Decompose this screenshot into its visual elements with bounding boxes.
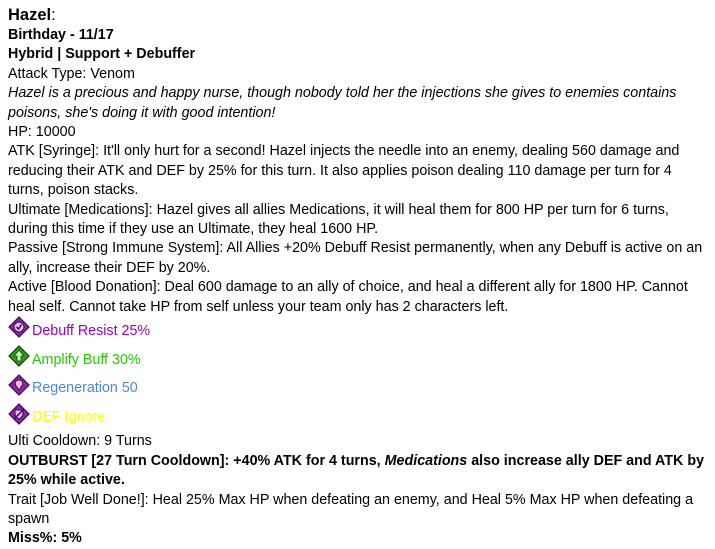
description: Hazel is a precious and happy nurse, though nobody told her the injections she gives to enemies contains poisons, she's doing it with good intention! (8, 85, 677, 121)
birthday: Birthday - 11/17 (8, 27, 114, 43)
debuff-resist-icon (8, 316, 30, 338)
buff-row (8, 403, 707, 432)
buff-label: Debuff Resist 25% (32, 322, 151, 339)
buff-label: DEF Ignore (32, 409, 106, 426)
hp-stat: HP: 10000 (8, 124, 76, 141)
outburst-medications: Medications (384, 452, 468, 469)
passive-ability: Passive [Strong Immune System]: All Allies +20% Debuff Resist permanently, when any Debuff is active on an ally, increase their DEF by 20%. (8, 240, 703, 276)
miss-stat: Miss%: 5% (8, 530, 82, 547)
role: Hybrid | Support + Debuffer (8, 46, 196, 63)
buff-row (8, 346, 707, 375)
buff-row (8, 317, 707, 346)
outburst-text-1: OUTBURST [27 Turn Cooldown]: +40% ATK for 4 turns, (8, 452, 385, 469)
character-name: Hazel (8, 6, 52, 24)
outburst-text-2: also increase ally DEF and ATK by 25% while active. (8, 452, 705, 489)
regeneration-icon (8, 374, 30, 396)
trait: Trait [Job Well Done!]: Heal 25% Max HP when defeating an enemy, and Heal 5% Max HP when defeating a spawn (8, 491, 694, 527)
active-ability: Active [Blood Donation]: Deal 600 damage to an ally of choice, and heal a different ally for 1800 HP. Cannot heal self. Cannot take HP from self unless your team only has 2 characters left. (8, 279, 688, 315)
attack-type: Attack Type: Venom (8, 65, 135, 82)
atk-ability: ATK [Syringe]: It'll only hurt for a second! Hazel injects the needle into an enemy, dealing 560 damage and reducing their ATK and DEF by 25% for this turn. It also applies poison dealing 110 damage per turn for 4 turns, poison stacks. (8, 143, 680, 199)
amplify-buff-icon (8, 345, 30, 367)
buff-row (8, 375, 707, 404)
ultimate-ability: Ultimate [Medications]: Hazel gives all allies Medications, it will heal them for 800 HP per turn for 6 turns, during this time if they use an Ultimate, they heal 1600 HP. (8, 201, 669, 238)
buff-label: Amplify Buff 30% (32, 351, 141, 368)
buff-label: Regeneration 50 (32, 380, 138, 397)
character-title (8, 4, 707, 26)
title-colon: : (51, 6, 56, 24)
outburst (8, 452, 707, 491)
ulti-cooldown: Ulti Cooldown: 9 Turns (8, 433, 152, 450)
def-ignore-icon (8, 403, 30, 425)
